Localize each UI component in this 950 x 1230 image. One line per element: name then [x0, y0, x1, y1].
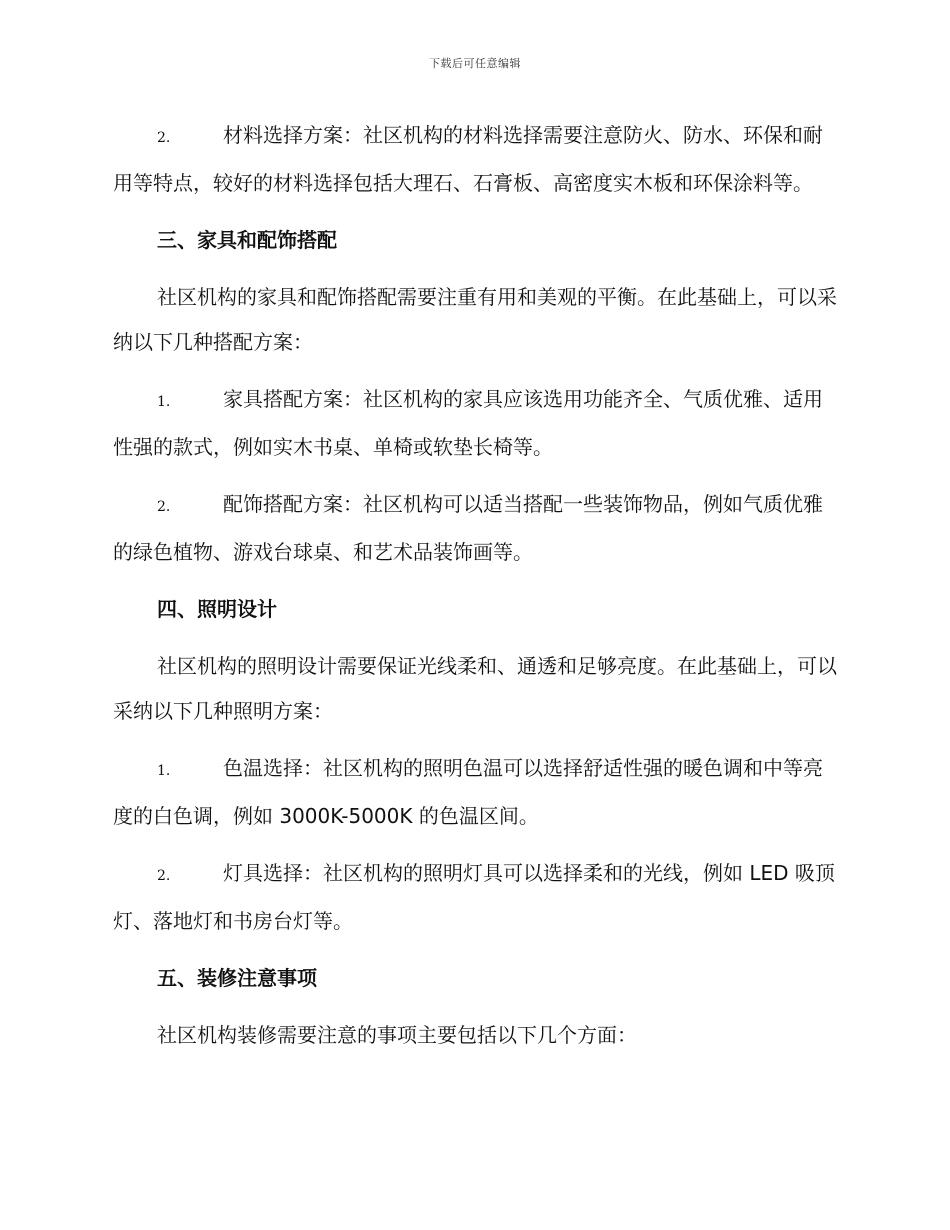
paragraph-notes-intro: 社区机构装修需要注意的事项主要包括以下几个方面：	[157, 1023, 637, 1047]
page-header: 下载后可任意编辑	[429, 57, 521, 70]
list-number: 2.	[157, 499, 171, 515]
list-number: 1.	[157, 763, 171, 779]
list-item-furniture	[113, 377, 838, 470]
paragraph-furniture-intro: 社区机构的家具和配饰搭配需要注重有用和美观的平衡。在此基础上，可以采纳以下几种搭配方案：	[113, 285, 837, 354]
paragraph-lighting-intro: 社区机构的照明设计需要保证光线柔和、通透和足够亮度。在此基础上，可以采纳以下几种照明方案：	[113, 654, 837, 723]
list-number: 2.	[157, 130, 171, 146]
list-text: 灯具选择：社区机构的照明灯具可以选择柔和的光线，例如 LED 吸顶灯、落地灯和书房台灯等。	[113, 861, 835, 933]
section-heading-furniture: 三、家具和配饰搭配	[157, 228, 337, 252]
list-item-lamps	[113, 851, 838, 944]
list-number: 2.	[157, 868, 171, 884]
document-body	[113, 113, 838, 1070]
list-text: 配饰搭配方案：社区机构可以适当搭配一些装饰物品，例如气质优雅的绿色植物、游戏台球桌、和艺术品装饰画等。	[113, 492, 823, 564]
list-text: 材料选择方案：社区机构的材料选择需要注意防火、防水、环保和耐用等特点，较好的材料选择包括大理石、石膏板、高密度实木板和环保涂料等。	[113, 123, 823, 195]
list-number: 1.	[157, 394, 171, 410]
list-text: 家具搭配方案：社区机构的家具应该选用功能齐全、气质优雅、适用性强的款式，例如实木书桌、单椅或软垫长椅等。	[113, 387, 823, 459]
section-heading-notes: 五、装修注意事项	[157, 966, 317, 990]
list-item-color-temp	[113, 746, 838, 839]
list-text: 色温选择：社区机构的照明色温可以选择舒适性强的暖色调和中等亮度的白色调，例如 3000K-5000K 的色温区间。	[113, 756, 823, 828]
list-item-materials	[113, 113, 838, 206]
list-item-decor	[113, 482, 838, 575]
section-heading-lighting: 四、照明设计	[157, 597, 277, 621]
